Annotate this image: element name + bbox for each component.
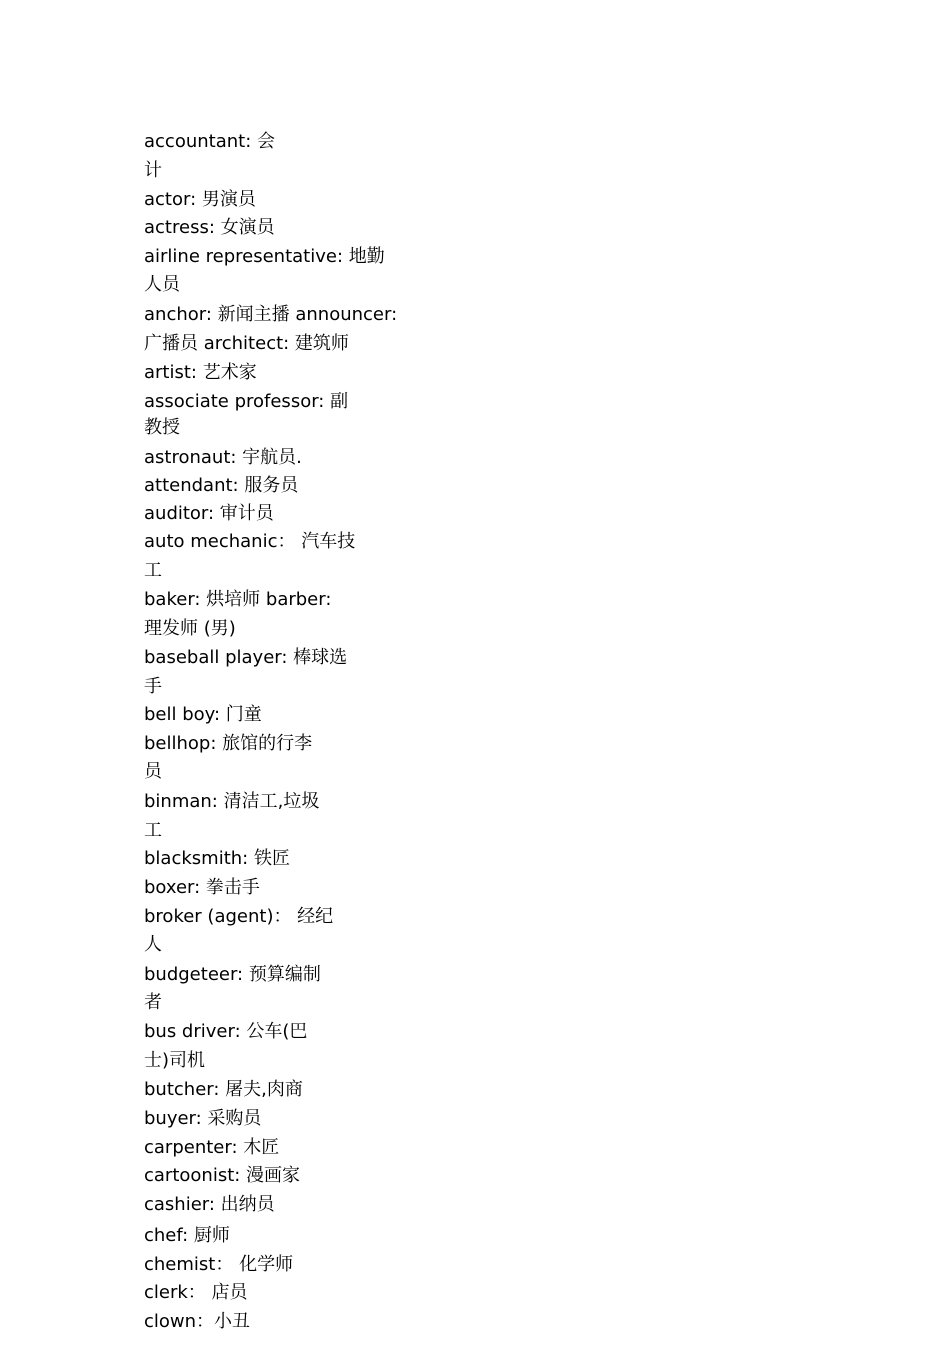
text-line: 理发师 (男) xyxy=(144,618,236,639)
text-line: cashier: 出纳员 xyxy=(144,1194,275,1215)
text-line: auditor: 审计员 xyxy=(144,503,274,524)
text-line: bus driver: 公车(巴 xyxy=(144,1021,308,1042)
text-line: airline representative: 地勤 xyxy=(144,246,385,267)
text-line: 教授 xyxy=(144,417,180,438)
text-line: 者 xyxy=(144,992,162,1013)
text-line: baker: 烘培师 barber: xyxy=(144,589,332,610)
text-line: associate professor: 副 xyxy=(144,391,349,412)
text-line: budgeteer: 预算编制 xyxy=(144,964,321,985)
text-line: 工 xyxy=(144,560,162,581)
text-line: auto mechanic： 汽车技 xyxy=(144,531,356,552)
text-line: clown：小丑 xyxy=(144,1311,251,1332)
text-line: baseball player: 棒球选 xyxy=(144,647,348,668)
text-line: anchor: 新闻主播 announcer: xyxy=(144,304,398,325)
text-line: astronaut: 宇航员. xyxy=(144,447,302,468)
text-line: 广播员 architect: 建筑师 xyxy=(144,333,349,354)
text-line: butcher: 屠夫,肉商 xyxy=(144,1079,303,1100)
text-line: broker (agent)： 经纪 xyxy=(144,906,334,927)
text-line: bell boy: 门童 xyxy=(144,704,262,725)
text-line: 人员 xyxy=(144,274,180,295)
text-line: 员 xyxy=(144,761,162,782)
text-line: 计 xyxy=(144,160,162,181)
text-line: blacksmith: 铁匠 xyxy=(144,848,290,869)
text-line: clerk： 店员 xyxy=(144,1282,248,1303)
text-line: 手 xyxy=(144,676,162,697)
text-line: actor: 男演员 xyxy=(144,189,256,210)
text-line: accountant: 会 xyxy=(144,131,275,152)
text-line: 工 xyxy=(144,820,162,841)
text-line: artist: 艺术家 xyxy=(144,362,257,383)
text-line: 士)司机 xyxy=(144,1050,206,1071)
text-line: attendant: 服务员 xyxy=(144,475,299,496)
text-line: binman: 清洁工,垃圾 xyxy=(144,791,320,812)
text-line: cartoonist: 漫画家 xyxy=(144,1165,301,1186)
text-line: 人 xyxy=(144,934,162,955)
text-line: chef: 厨师 xyxy=(144,1225,230,1246)
text-line: chemist： 化学师 xyxy=(144,1254,294,1275)
text-line: carpenter: 木匠 xyxy=(144,1137,280,1158)
text-line: actress: 女演员 xyxy=(144,217,275,238)
text-line: buyer: 采购员 xyxy=(144,1108,262,1129)
text-line: boxer: 拳击手 xyxy=(144,877,260,898)
text-line: bellhop: 旅馆的行李 xyxy=(144,733,313,754)
